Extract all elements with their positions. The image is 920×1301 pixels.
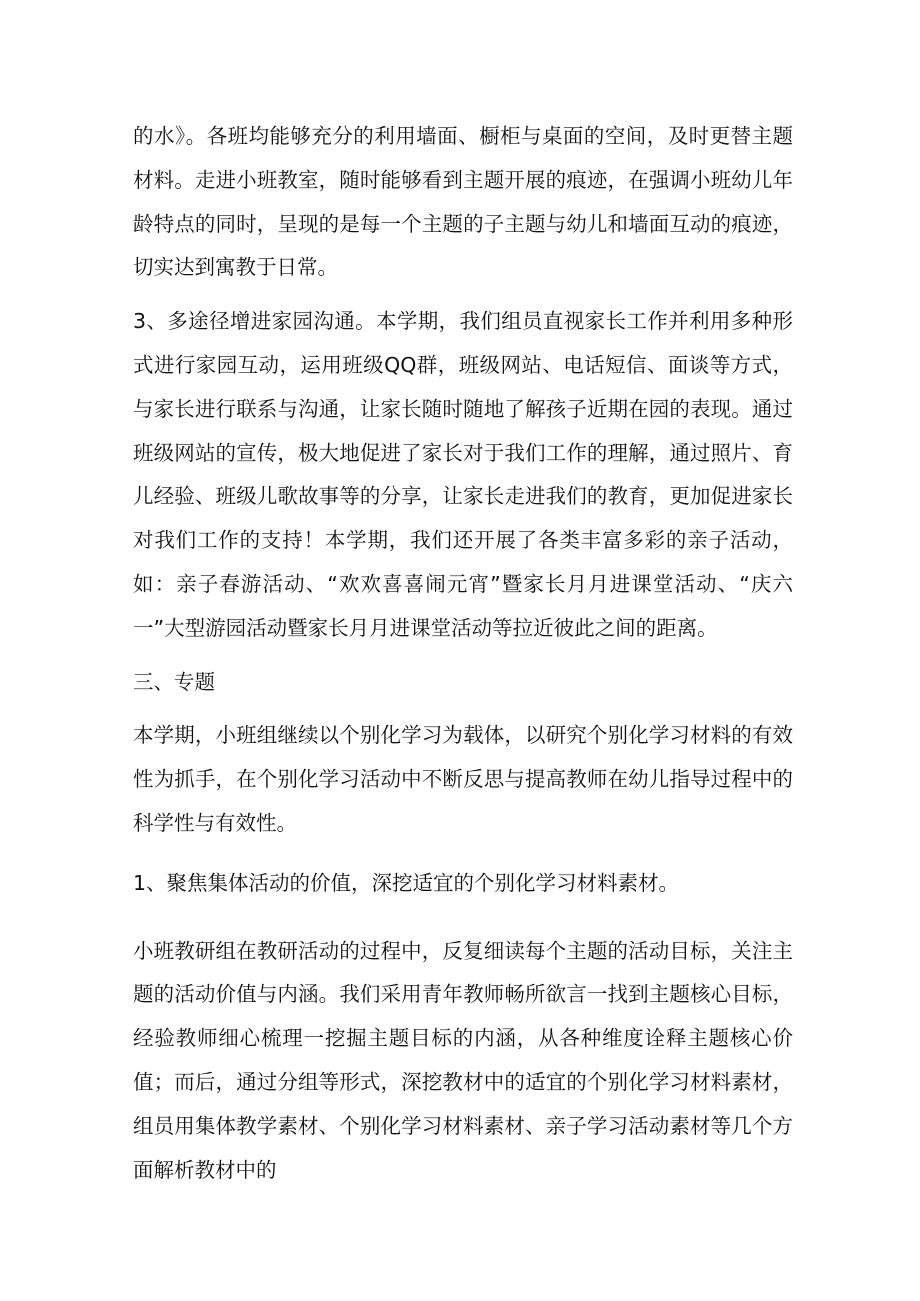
- document-body: [133, 115, 793, 1192]
- paragraph-topic-intro: 本学期，小班组继续以个别化学习为载体，以研究个别化学习材料的有效性为抓手，在个别化学习活动中不断反思与提高教师在幼儿指导过程中的科学性与有效性。: [133, 723, 793, 835]
- paragraph-research-process: 小班教研组在教研活动的过程中，反复细读每个主题的活动目标，关注主题的活动价值与内涵。我们采用青年教师畅所欲言一找到主题核心目标，经验教师细心梳理一挖掘主题目标的内涵，从各种维度诠释主题核心价值；而后，通过分组等形式，深挖教材中的适宜的个别化学习材料素材，组员用集体教学素材、个别化学习材料素材、亲子学习活动素材等几个方面解析教材中的: [133, 938, 793, 1182]
- section-heading-topic: 三、专题: [133, 669, 215, 694]
- paragraph-point-one: 1、聚焦集体活动的价值，深挖适宜的个别化学习材料素材。: [133, 870, 680, 895]
- paragraph-home-communication: 3、多途径增进家园沟通。本学期，我们组员直视家长工作并利用多种形式进行家园互动，运用班级QQ群，班级网站、电话短信、面谈等方式，与家长进行联系与沟通，让家长随时随地了解孩子近期在园的表现。通过班级网站的宣传，极大地促进了家长对于我们工作的理解，通过照片、育儿经验、班级儿歌故事等的分享，让家长走进我们的教育，更加促进家长对我们工作的支持！本学期，我们还开展了各类丰富多彩的亲子活动，如：亲子春游活动、“欢欢喜喜闹元宵”暨家长月月进课堂活动、“庆六一”大型游园活动暨家长月月进课堂活动等拉近彼此之间的距离。: [133, 309, 793, 640]
- paragraph-theme-materials: 的水》。各班均能够充分的利用墙面、橱柜与桌面的空间，及时更替主题材料。走进小班教室，随时能够看到主题开展的痕迹，在强调小班幼儿年龄特点的同时，呈现的是每一个主题的子主题与幼儿和墙面互动的痕迹，切实达到寓教于日常。: [133, 124, 793, 280]
